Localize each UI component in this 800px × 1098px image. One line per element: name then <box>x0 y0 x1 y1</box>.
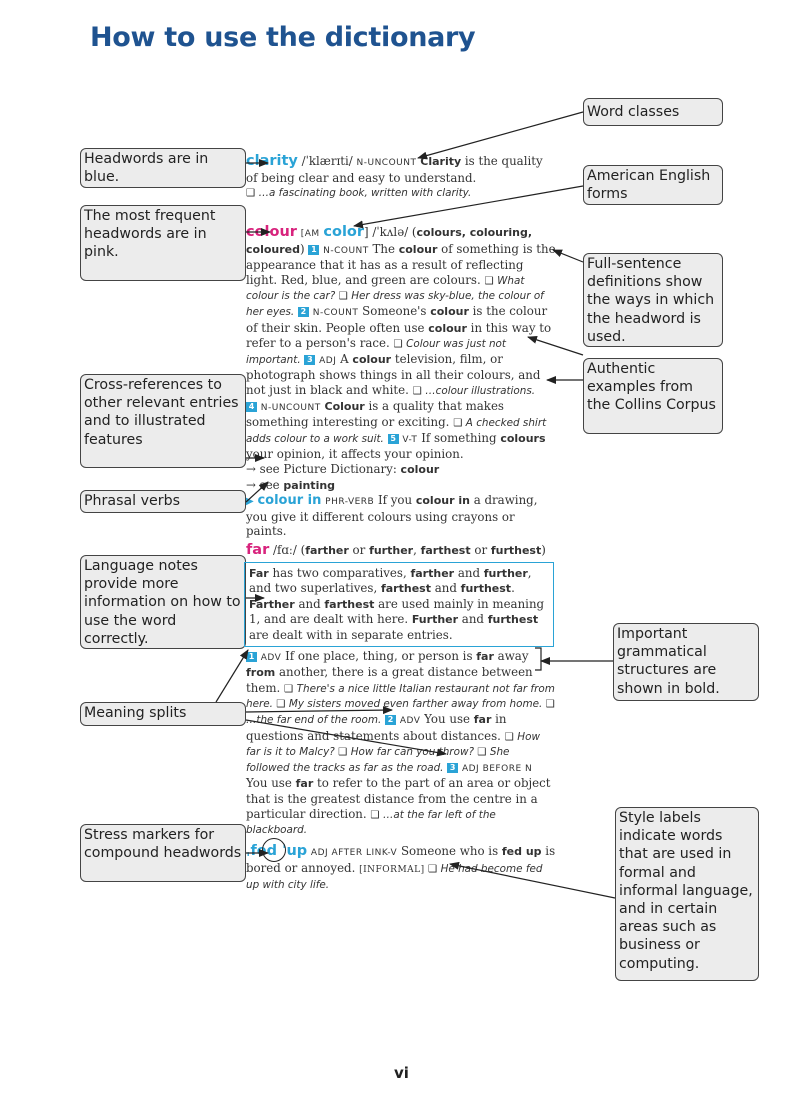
cross-reference-painting[interactable] <box>246 478 335 492</box>
entry-clarity <box>246 154 556 201</box>
bold-term: Far <box>249 566 269 580</box>
example: ❑ A checked shirt adds colour to a work suit. <box>246 417 547 445</box>
callout-headwords-blue: Headwords are in blue. <box>80 148 246 188</box>
word-class-label: N-COUNT <box>312 307 359 318</box>
definition: If you <box>377 493 416 508</box>
definition: The <box>372 241 399 256</box>
definition: of something is the appearance that it has as a result of reflecting light. Red, blue, and green are colours. <box>246 241 556 287</box>
headword-far: far <box>246 542 270 558</box>
bracket: ] <box>364 225 369 239</box>
pronunciation: /ˈkʌlə/ <box>372 225 409 239</box>
example: ❑ How far is it to Malcy? ❑ How far can you throw? ❑ She followed the tracks as far as the road. <box>246 730 540 774</box>
style-label: [INFORMAL] <box>359 864 425 875</box>
bold-term: far <box>295 777 314 791</box>
bold-term: colours <box>500 431 546 445</box>
bold-term: colour <box>430 304 469 318</box>
definition: is the colour of their skin. People often use <box>246 303 548 335</box>
connector: or <box>470 543 491 557</box>
xref-target: painting <box>283 478 336 492</box>
inflected-form: furthest <box>490 544 542 557</box>
phrasal-headword: colour in <box>257 493 322 509</box>
bold-term: furthest <box>487 613 539 627</box>
note-text: and <box>294 596 325 611</box>
sense-number: 2 <box>385 715 396 725</box>
callout-frequent-pink: The most frequent headwords are in pink. <box>80 205 246 281</box>
callout-cross-references: Cross-references to other relevant entries and to illustrated features <box>80 374 246 468</box>
bold-term: further <box>483 566 528 580</box>
headword-colour: colour <box>246 224 297 240</box>
stress-marker-circle <box>262 838 286 862</box>
definition: your opinion, it affects your opinion. <box>246 447 464 462</box>
note-text: are dealt with in separate entries. <box>249 627 453 642</box>
note-text: and <box>458 612 488 627</box>
word-class-label: N-COUNT <box>323 245 369 256</box>
entry-fed-up <box>246 844 556 893</box>
headword-clarity: clarity <box>246 153 298 169</box>
note-text: and <box>430 581 461 596</box>
callout-american-forms: American English forms <box>583 165 723 205</box>
xref-prefix: → see <box>246 477 284 492</box>
inflected-form: further <box>369 544 414 557</box>
sense-number: 4 <box>246 402 257 412</box>
definition: television, film, or photograph shows things in all their colours, and not just in black and white. <box>246 351 541 397</box>
word-class-label: ADV <box>260 652 282 663</box>
bold-term: far <box>473 712 492 726</box>
bold-term: farthest <box>324 597 375 611</box>
callout-language-notes: Language notes provide more information on how to use the word correctly. <box>80 555 246 649</box>
definition: You use <box>424 711 474 726</box>
word-class-label: ADV <box>399 715 421 726</box>
paren: ( <box>300 543 306 557</box>
callout-phrasal-verbs: Phrasal verbs <box>80 490 246 513</box>
callout-important-grammar: Important grammatical structures are shown in bold. <box>613 623 759 701</box>
callout-stress-markers: Stress markers for compound headwords <box>80 824 246 882</box>
definition: If one place, thing, or person is <box>285 648 477 663</box>
callout-word-classes: Word classes <box>583 98 723 126</box>
bold-term: from <box>246 666 276 680</box>
definition: a drawing, you give it different colours using crayons or paints. <box>246 493 538 539</box>
sense-number: 1 <box>246 652 257 662</box>
pronunciation: /ˈklærɪti/ <box>301 154 353 168</box>
inflected-form: farther <box>305 544 349 557</box>
definition: in questions and statements about distances. <box>246 711 507 743</box>
headword-fed-up: ˌfed ˈup <box>246 843 308 859</box>
note-text: , and two superlatives, <box>249 565 532 596</box>
bold-term: Clarity <box>420 155 462 168</box>
pronunciation: /fɑː/ <box>273 543 297 557</box>
page-number: vi <box>394 1064 409 1082</box>
connector: , <box>413 543 421 557</box>
word-class-label: ADJ BEFORE N <box>461 763 533 774</box>
word-class-label: ADJ <box>319 355 337 366</box>
page-title: How to use the dictionary <box>90 22 476 53</box>
note-text: . <box>511 581 515 596</box>
inflected-form: farthest <box>420 544 471 557</box>
paren: ) <box>541 543 546 557</box>
entry-far <box>246 543 556 838</box>
note-text: are used mainly in meaning 1, and are dealt with here. <box>249 596 545 627</box>
example: ❑ There's a nice little Italian restaurant not far from here. ❑ My sisters moved even farther away from home. ❑ …the far end of the room. <box>246 682 555 726</box>
bold-term: furthest <box>460 582 512 596</box>
definition: is a quality that makes something interesting or exciting. <box>246 398 504 430</box>
connector: or <box>348 543 370 557</box>
bold-term: far <box>476 649 494 663</box>
bold-term: Farther <box>249 597 295 611</box>
inflected-forms: colours, colouring, coloured <box>246 226 533 256</box>
definition: to refer to the part of an area or object that is the greatest distance from the centre in a particular direction. <box>246 776 551 821</box>
american-form: color <box>323 224 365 240</box>
definition: in this way to refer to a person's race. <box>246 320 552 351</box>
definition: A <box>340 351 353 366</box>
bold-term: Further <box>411 613 459 627</box>
example: ❑ …at the far left of the blackboard. <box>246 808 496 837</box>
bold-term: fed up <box>501 845 542 858</box>
bold-term: colour <box>352 352 392 366</box>
phrasal-marker-icon: ▶ <box>246 496 254 508</box>
definition: is the quality of being clear and easy to understand. <box>246 154 543 185</box>
bold-term: colour in <box>415 494 470 508</box>
example: ❑ …a fascinating book, written with clarity. <box>246 187 472 200</box>
note-text: and <box>454 565 484 580</box>
word-class-label: N-UNCOUNT <box>260 402 321 413</box>
bold-term: farther <box>410 566 455 580</box>
callout-meaning-splits: Meaning splits <box>80 702 246 726</box>
definition: is bored or annoyed. <box>246 844 556 875</box>
sense-number: 3 <box>304 355 315 365</box>
bold-term: colour <box>428 321 467 335</box>
callout-full-sentence: Full-sentence definitions show the ways in which the headword is used. <box>583 253 723 347</box>
sense-number: 1 <box>308 245 319 255</box>
sense-number: 3 <box>447 763 458 773</box>
language-note-box <box>244 562 554 647</box>
word-class-label: ADJ AFTER LINK-V <box>310 848 398 858</box>
xref-prefix: → see Picture Dictionary: <box>246 461 401 476</box>
example: ❑ What colour is the car? ❑ Her dress was sky-blue, the colour of her eyes. <box>246 274 544 318</box>
word-class-label: V-T <box>402 434 418 445</box>
paren: ) <box>300 241 305 256</box>
callout-authentic-examples: Authentic examples from the Collins Corpus <box>583 358 723 434</box>
example: ❑ …colour illustrations. <box>412 384 536 397</box>
example: ❑ He had become fed up with city life. <box>246 862 543 892</box>
entry-colour <box>246 225 556 539</box>
bold-term: Colour <box>324 399 365 413</box>
word-class-label: N-UNCOUNT <box>356 158 417 168</box>
american-label: [AM <box>300 229 320 239</box>
sense-number: 5 <box>388 434 399 444</box>
callout-style-labels: Style labels indicate words that are used in formal and informal language, and in certain areas such as business or computing. <box>615 807 759 981</box>
definition: If something <box>421 430 501 445</box>
definition: Someone who is <box>400 844 502 858</box>
xref-target: colour <box>400 462 440 476</box>
word-class-label: PHR-VERB <box>325 497 375 508</box>
definition: away <box>493 648 529 663</box>
sense-number: 2 <box>298 307 309 317</box>
cross-reference-picture-dictionary[interactable] <box>246 462 439 476</box>
paren: ( <box>411 225 417 239</box>
definition: another, there is a great distance between them. <box>246 665 533 695</box>
definition: Someone's <box>362 303 431 318</box>
bold-term: colour <box>398 242 438 256</box>
note-text: has two comparatives, <box>268 565 411 580</box>
definition: You use <box>246 776 296 791</box>
example: ❑ Colour was just not important. <box>246 338 506 366</box>
bold-term: farthest <box>380 582 431 596</box>
